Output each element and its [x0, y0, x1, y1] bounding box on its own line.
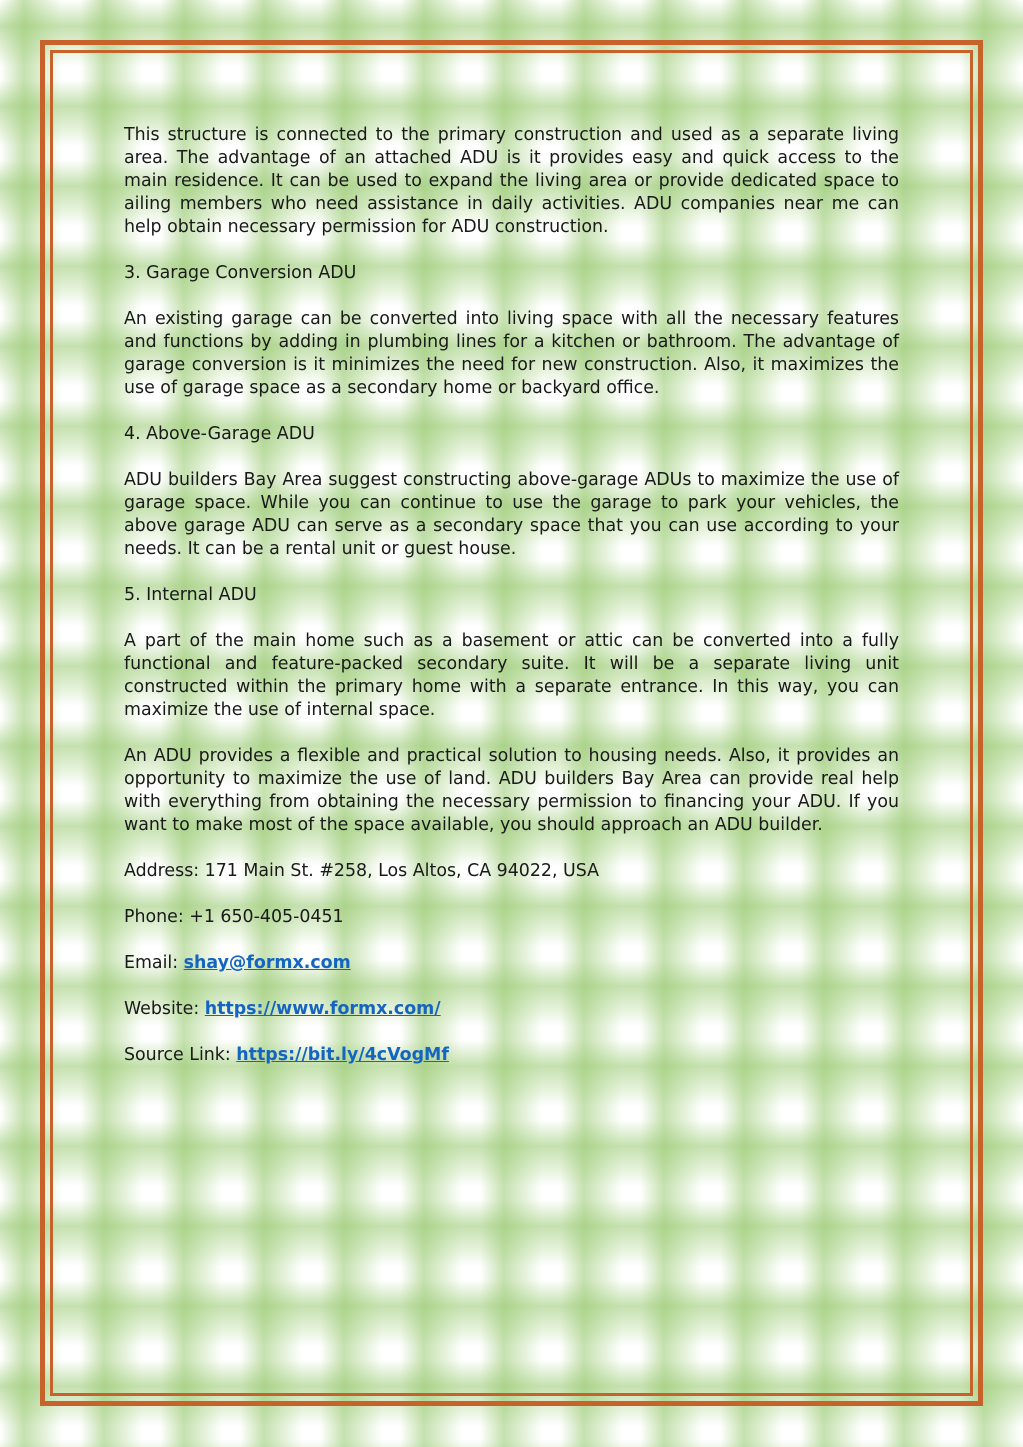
email-line	[124, 952, 899, 975]
phone-line	[124, 906, 899, 929]
email-label: Email:	[124, 953, 179, 973]
phone-value: +1 650-405-0451	[189, 907, 344, 927]
conclusion-paragraph: An ADU provides a flexible and practical solution to housing needs. Also, it provides an opportunity to maximize the use of land. ADU builders Bay Area can provide real help with everything from obtaining the necessary permission to financing your ADU. If you want to make most of the space available, you should approach an ADU builder.	[124, 746, 899, 835]
source-line	[124, 1044, 899, 1067]
document-body	[124, 124, 899, 1090]
website-line	[124, 998, 899, 1021]
intro-paragraph: This structure is connected to the primary construction and used as a separate living area. The advantage of an attached ADU is it provides easy and quick access to the main residence. It can be used to expand the living area or provide dedicated space to ailing members who need assistance in daily activities. ADU companies near me can help obtain necessary permission for ADU construction.	[124, 125, 899, 237]
above-garage-heading: 4. Above-Garage ADU	[124, 424, 315, 444]
website-label: Website:	[124, 999, 200, 1019]
address-value: 171 Main St. #258, Los Altos, CA 94022, USA	[204, 861, 600, 881]
address-line	[124, 860, 899, 883]
address-label: Address:	[124, 861, 200, 881]
garage-conversion-heading: 3. Garage Conversion ADU	[124, 263, 357, 283]
source-label: Source Link:	[124, 1045, 231, 1065]
garage-conversion-paragraph: An existing garage can be converted into living space with all the necessary features and functions by adding in plumbing lines for a kitchen or bathroom. The advantage of garage conversion is it minimizes the need for new construction. Also, it maximizes the use of garage space as a secondary home or backyard office.	[124, 309, 899, 398]
phone-label: Phone:	[124, 907, 184, 927]
source-link[interactable]: https://bit.ly/4cVogMf	[236, 1045, 449, 1065]
above-garage-paragraph: ADU builders Bay Area suggest constructing above-garage ADUs to maximize the use of garage space. While you can continue to use the garage to park your vehicles, the above garage ADU can serve as a secondary space that you can use according to your needs. It can be a rental unit or guest house.	[124, 470, 899, 559]
internal-adu-paragraph: A part of the main home such as a basement or attic can be converted into a fully functional and feature-packed secondary suite. It will be a separate living unit constructed within the primary home with a separate entrance. In this way, you can maximize the use of internal space.	[124, 631, 899, 720]
internal-adu-heading: 5. Internal ADU	[124, 585, 257, 605]
website-link[interactable]: https://www.formx.com/	[204, 999, 441, 1019]
email-link[interactable]: shay@formx.com	[183, 953, 351, 973]
